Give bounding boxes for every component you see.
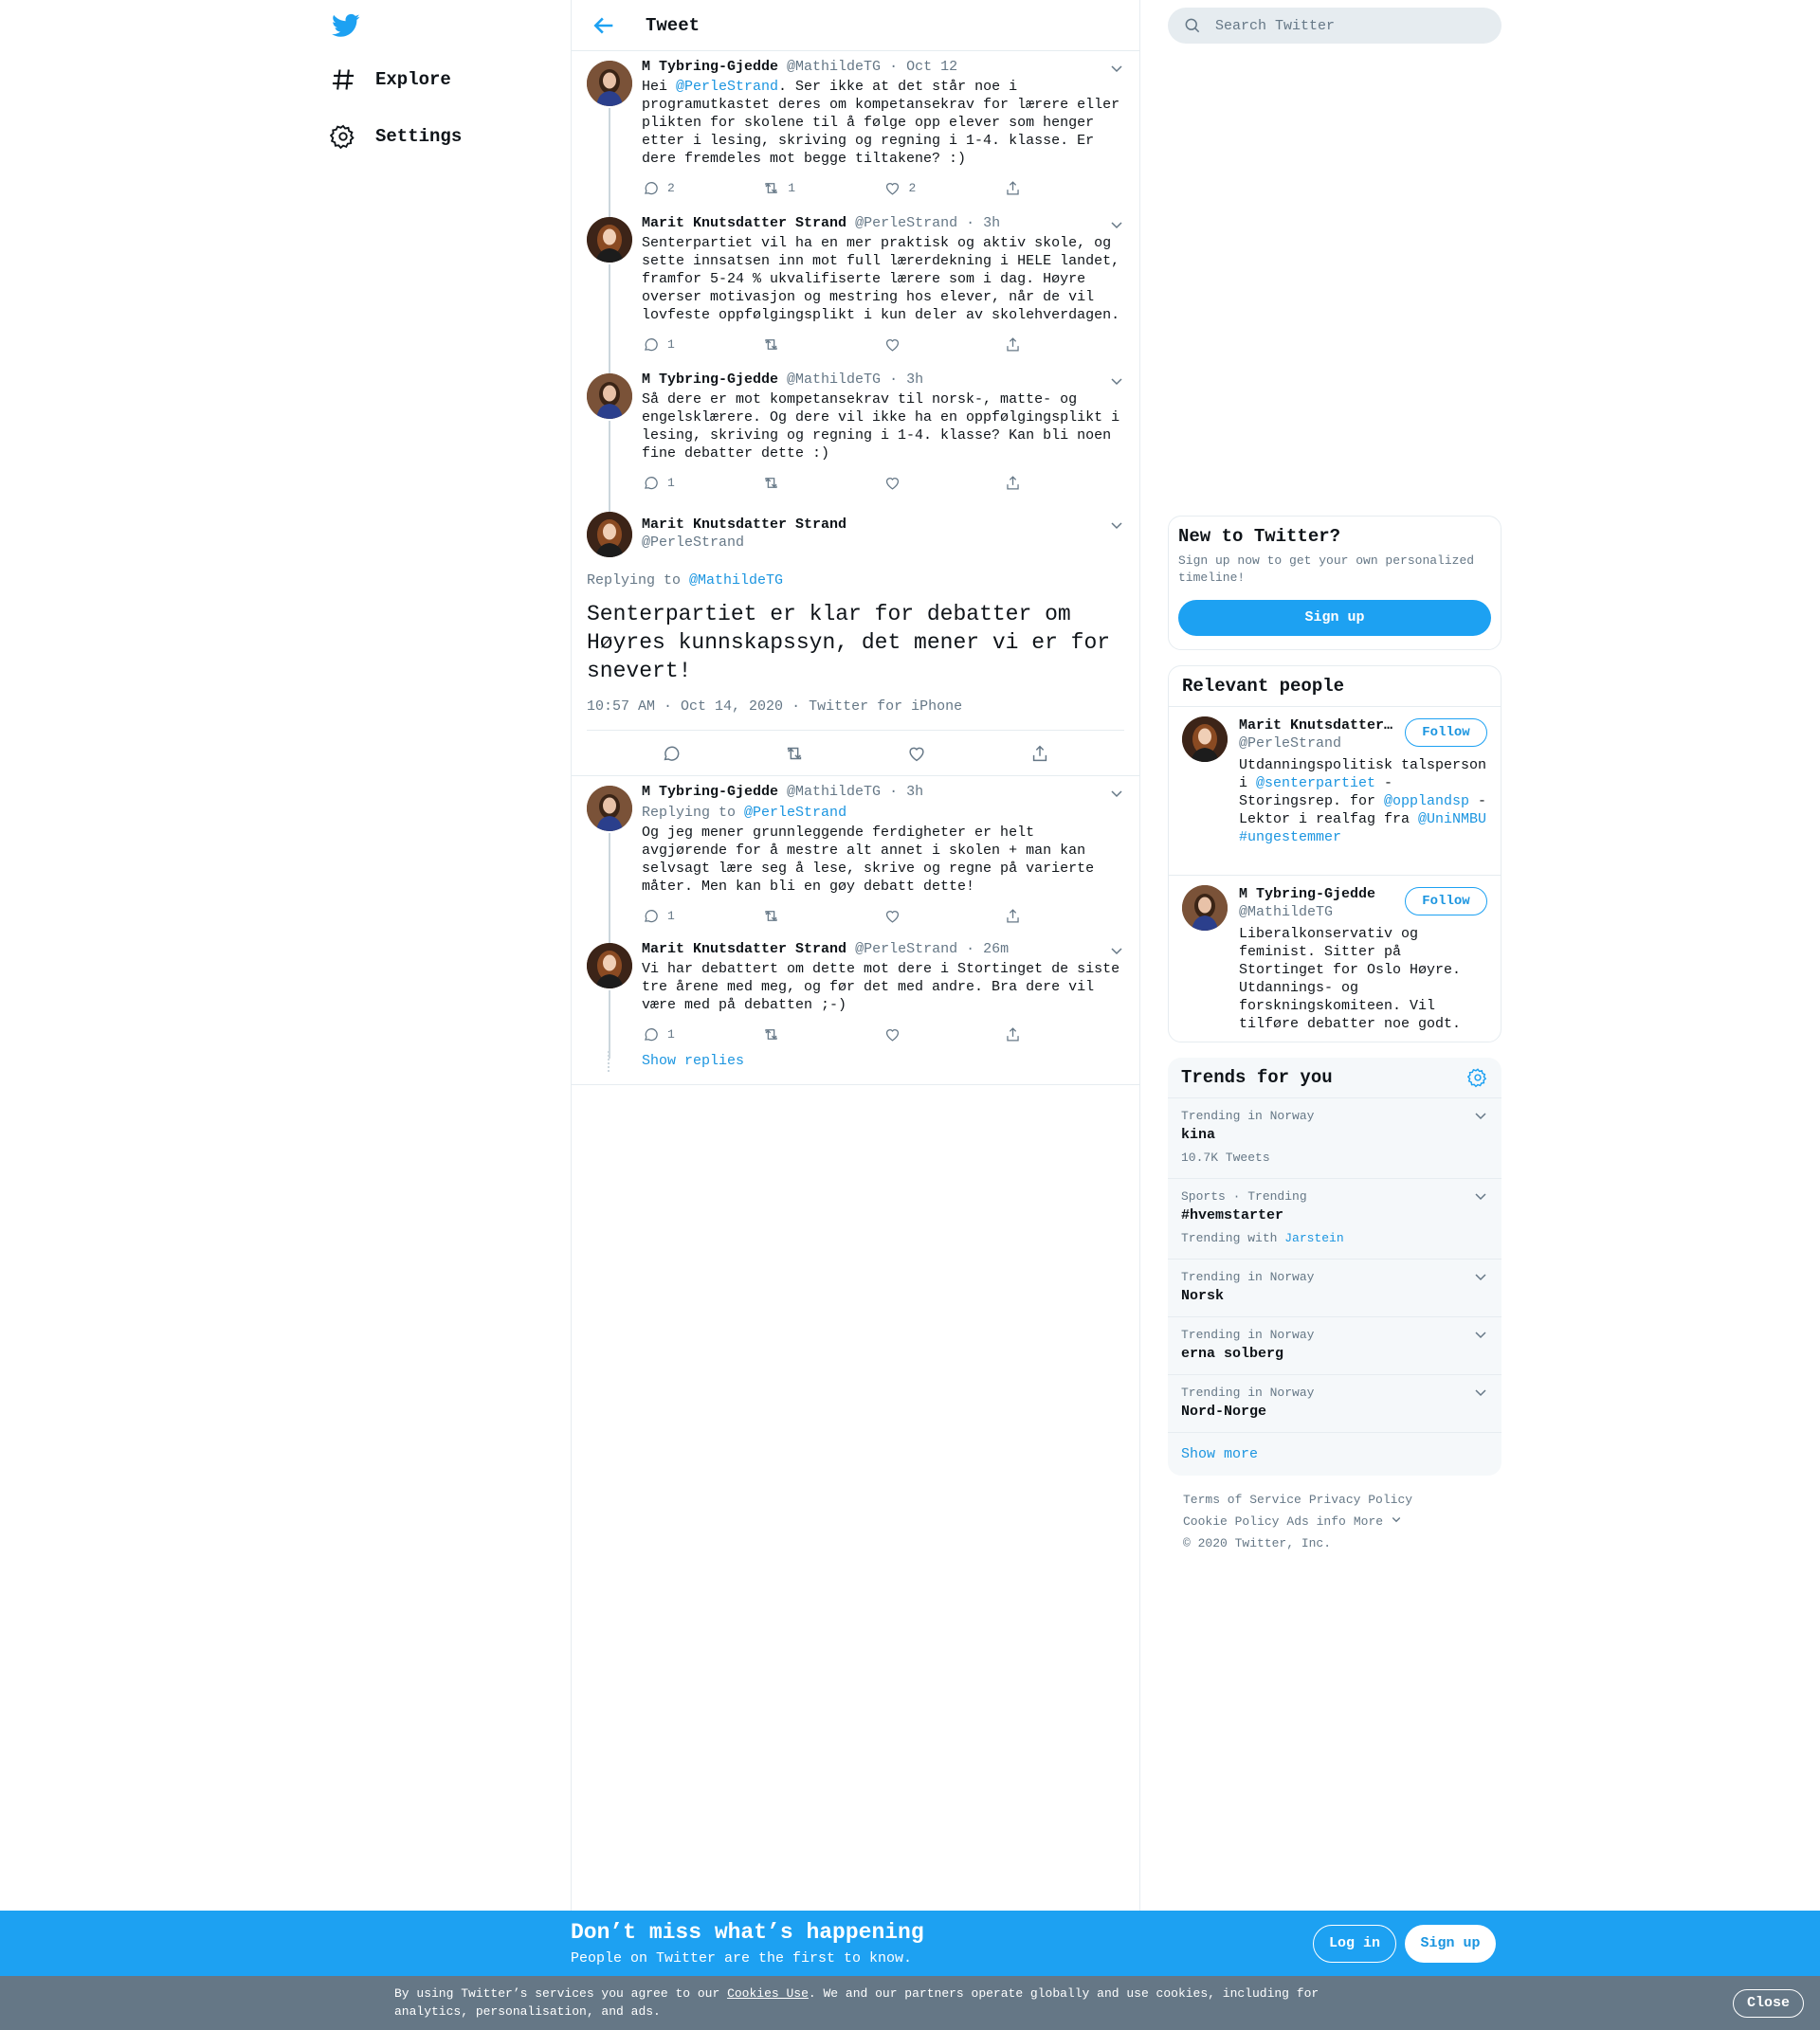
author-handle[interactable]: @PerleStrand <box>855 941 958 957</box>
share-icon <box>1004 907 1022 925</box>
retweet-button[interactable] <box>762 472 883 493</box>
tweet-time[interactable]: Oct 12 <box>906 59 958 75</box>
chevron-down-icon[interactable] <box>1473 1269 1488 1284</box>
trend-context: Trending in Norway <box>1181 1328 1315 1342</box>
tweet-time[interactable]: 3h <box>983 215 1001 231</box>
tweet-actions <box>642 472 1124 493</box>
trend-name: Nord-Norge <box>1181 1404 1267 1420</box>
share-button[interactable] <box>1004 905 1124 926</box>
bio-link[interactable]: @senterpartiet <box>1256 775 1376 791</box>
heart-icon <box>883 907 901 925</box>
author-handle[interactable]: @PerleStrand <box>642 535 745 551</box>
dot-separator: · <box>792 698 801 715</box>
retweet-icon <box>762 1025 780 1043</box>
prompt-title: Don’t miss what’s happening <box>571 1920 924 1945</box>
bio-text: - Storingsrep. for <box>1239 775 1393 809</box>
replying-to-link[interactable]: @MathildeTG <box>689 572 784 589</box>
bio-link[interactable]: @opplandsp <box>1384 793 1470 809</box>
right-sidebar <box>1168 0 1502 1568</box>
like-button[interactable] <box>883 177 1004 198</box>
trend-item[interactable] <box>1168 1179 1502 1260</box>
page-title: Tweet <box>646 14 701 36</box>
author-handle[interactable]: @MathildeTG <box>787 372 882 388</box>
footer-privacy-link[interactable]: Privacy Policy <box>1308 1493 1413 1507</box>
like-button[interactable] <box>883 472 1004 493</box>
heart-icon <box>883 1025 901 1043</box>
reply-count: 1 <box>667 1026 675 1042</box>
trend-item[interactable] <box>1168 1317 1502 1375</box>
cookie-text-part: By using Twitter’s services you agree to our <box>394 1986 728 2001</box>
tweet-actions <box>642 177 1124 198</box>
thread-line <box>609 833 610 943</box>
share-button[interactable] <box>1004 177 1124 198</box>
share-icon[interactable] <box>1029 743 1050 764</box>
dot-separator: · <box>889 59 899 75</box>
page-header <box>572 0 1139 51</box>
login-button[interactable]: Log in <box>1313 1925 1396 1963</box>
retweet-button[interactable] <box>762 905 883 926</box>
chevron-down-icon[interactable] <box>1109 61 1124 76</box>
author-name[interactable]: M Tybring-Gjedde <box>642 59 779 75</box>
tweet-time[interactable]: 26m <box>983 941 1010 957</box>
share-icon <box>1004 1025 1022 1043</box>
person-bio: Liberalkonservativ og feminist. Sitter på Stortinget for Oslo Høyre. Utdannings- og forskningskomiteen. Vil tilføre debatter noe godt. <box>1239 926 1462 1032</box>
signup-button[interactable]: Sign up <box>1405 1925 1496 1963</box>
author-handle[interactable]: @MathildeTG <box>787 59 882 75</box>
share-button[interactable] <box>1004 472 1124 493</box>
trend-with-label: Trending with <box>1181 1231 1285 1245</box>
replying-label: Replying to <box>587 572 682 589</box>
replying-to-link[interactable]: @PerleStrand <box>744 805 847 821</box>
tweet-actions <box>642 1024 1124 1044</box>
person-name[interactable]: M Tybring-Gjedde <box>1239 886 1376 902</box>
chevron-down-icon[interactable] <box>1109 943 1124 958</box>
cookie-text-part: . We and our partners operate globally and use cookies, including for analytics, personalisation, and ads. <box>394 1986 1320 2019</box>
dot-separator: · <box>889 784 899 800</box>
mention-link[interactable]: @PerleStrand <box>676 79 779 95</box>
relevant-people-card <box>1168 665 1502 1042</box>
focused-tweet <box>572 502 1139 776</box>
person-bio <box>1239 756 1487 846</box>
chevron-down-icon <box>1391 1513 1402 1525</box>
avatar[interactable] <box>587 217 632 263</box>
author-handle[interactable]: @PerleStrand <box>855 215 958 231</box>
focused-tweet-actions <box>572 731 1139 776</box>
show-replies-label: Show replies <box>642 1053 745 1069</box>
bio-text: Utdanningspolitisk talsperson i <box>1239 757 1487 791</box>
tweet-actions <box>642 905 1124 926</box>
nav-explore-label: Explore <box>375 69 451 90</box>
thread-tweet[interactable] <box>572 208 1139 364</box>
retweet-icon <box>762 335 780 353</box>
reply-button[interactable] <box>642 177 762 198</box>
show-replies-link[interactable] <box>572 1049 1139 1085</box>
chevron-down-icon[interactable] <box>1473 1385 1488 1400</box>
trend-item[interactable] <box>1168 1098 1502 1179</box>
author-name[interactable]: M Tybring-Gjedde <box>642 784 779 800</box>
thread-dots <box>608 1051 611 1072</box>
tweet-text: Så dere er mot kompetansekrav til norsk-, matte- og engelsklærere. Og dere vil ikke ha en oppfølgingsplikt i lesing, skriving og regning i 1-4. klasse? Kan bli noen fine debatter dette :) <box>642 391 1129 462</box>
like-button[interactable] <box>883 1024 1004 1044</box>
share-button[interactable] <box>1004 334 1124 354</box>
tweet-text-part: . Ser ikke at det står noe i programutkastet deres om kompetansekrav for lærere eller plikten for skolene til å følge opp elever som henger etter i lesing, skriving og regning i 1-4. klasse. Er dere fremdeles mot begge tiltakene? :) <box>642 79 1129 167</box>
share-icon <box>1004 474 1022 492</box>
footer-terms-link[interactable]: Terms of Service <box>1183 1493 1301 1507</box>
twitter-bird-icon[interactable] <box>330 11 362 40</box>
cookie-banner <box>0 1976 1820 2030</box>
signup-button[interactable]: Sign up <box>1178 600 1491 636</box>
tweet-text: Og jeg mener grunnleggende ferdigheter er helt avgjørende for å mestre alt annet i skolen + man kan selvsagt lære seg å lese, skrive og regne på varierte måter. Men kan bli en gøy debatt dette! <box>642 825 1103 895</box>
heart-icon[interactable] <box>906 743 927 764</box>
follow-button[interactable]: Follow <box>1405 718 1487 747</box>
gear-icon <box>330 123 356 150</box>
main-column <box>571 0 1140 1911</box>
retweet-icon <box>762 907 780 925</box>
trend-with <box>1181 1230 1488 1247</box>
cookies-use-link[interactable]: Cookies Use <box>727 1986 809 2001</box>
reply-count: 1 <box>667 475 675 490</box>
prompt-subtitle: People on Twitter are the first to know. <box>571 1950 913 1967</box>
bio-text: - Lektor i realfag fra <box>1239 793 1487 827</box>
heart-icon <box>883 474 901 492</box>
person-item[interactable] <box>1169 876 1501 1042</box>
show-more-trends[interactable]: Show more <box>1181 1446 1259 1462</box>
focused-tweet-header <box>587 510 1124 563</box>
tweet-time[interactable]: 3h <box>906 784 924 800</box>
share-button[interactable] <box>1004 1024 1124 1044</box>
author-name[interactable]: Marit Knutsdatter Strand <box>642 517 847 533</box>
close-button[interactable]: Close <box>1733 1989 1804 2018</box>
avatar[interactable] <box>587 373 632 419</box>
like-button[interactable] <box>883 334 1004 354</box>
back-arrow-icon[interactable] <box>591 12 617 39</box>
trend-name: erna solberg <box>1181 1346 1284 1362</box>
reply-tweet[interactable] <box>572 776 1139 933</box>
reply-icon <box>642 179 660 197</box>
reply-icon <box>642 907 660 925</box>
person-item[interactable] <box>1169 707 1501 876</box>
replying-to <box>587 572 1124 589</box>
reply-icon <box>642 335 660 353</box>
tweet-source[interactable]: Twitter for iPhone <box>809 698 963 715</box>
footer-more-label: More <box>1353 1514 1384 1529</box>
trend-context: Sports · Trending <box>1181 1189 1307 1204</box>
thread-line <box>609 421 610 512</box>
trend-context: Trending in Norway <box>1181 1109 1315 1123</box>
trend-item[interactable] <box>1168 1375 1502 1433</box>
share-icon <box>1004 335 1022 353</box>
trend-name: Norsk <box>1181 1288 1225 1304</box>
trend-context: Trending in Norway <box>1181 1270 1315 1284</box>
nav-settings[interactable] <box>330 116 462 157</box>
thread-line <box>609 264 610 373</box>
retweet-button[interactable] <box>762 177 883 198</box>
search-icon <box>1183 16 1202 35</box>
reply-icon <box>642 474 660 492</box>
heart-icon <box>883 335 901 353</box>
card-subtitle: Sign up now to get your own personalized timeline! <box>1178 553 1475 585</box>
chevron-down-icon[interactable] <box>1109 217 1124 232</box>
author-handle[interactable]: @MathildeTG <box>787 784 882 800</box>
heart-icon <box>883 179 901 197</box>
dot-separator: · <box>966 941 975 957</box>
reply-button[interactable] <box>642 1024 762 1044</box>
avatar[interactable] <box>587 61 632 106</box>
tweet-header <box>642 372 1124 389</box>
new-to-twitter-card <box>1168 516 1502 650</box>
reply-icon[interactable] <box>661 743 682 764</box>
footer-more-link[interactable] <box>1354 1514 1402 1529</box>
avatar[interactable] <box>1182 885 1228 931</box>
card-title: New to Twitter? <box>1178 526 1341 547</box>
gear-icon[interactable] <box>1467 1067 1488 1088</box>
trend-name: kina <box>1181 1127 1216 1143</box>
person-handle[interactable]: @MathildeTG <box>1239 904 1334 920</box>
search-placeholder: Search Twitter <box>1215 17 1336 34</box>
tweet-header <box>642 941 1124 958</box>
author-name[interactable]: Marit Knutsdatter Strand <box>642 215 847 231</box>
avatar[interactable] <box>1182 716 1228 762</box>
retweet-icon <box>762 474 780 492</box>
retweet-icon[interactable] <box>784 743 805 764</box>
trend-count: 10.7K Tweets <box>1181 1151 1270 1165</box>
avatar[interactable] <box>587 786 632 831</box>
chevron-down-icon[interactable] <box>1473 1188 1488 1204</box>
search-input[interactable] <box>1168 8 1502 44</box>
tweet-header <box>642 215 1124 232</box>
tweet-time[interactable]: 3h <box>906 372 924 388</box>
retweet-button[interactable] <box>762 334 883 354</box>
nav-explore[interactable] <box>330 59 451 100</box>
dot-separator: · <box>889 372 899 388</box>
left-navigation <box>322 0 571 1911</box>
chevron-down-icon[interactable] <box>1473 1108 1488 1123</box>
replying-to <box>642 804 1124 822</box>
trend-with-link[interactable]: Jarstein <box>1284 1231 1344 1245</box>
reply-button[interactable] <box>642 905 762 926</box>
reply-button[interactable] <box>642 334 762 354</box>
avatar[interactable] <box>587 943 632 988</box>
thread-tweet[interactable] <box>572 364 1139 502</box>
bio-link[interactable]: @UniNMBU <box>1418 811 1487 827</box>
reply-count: 1 <box>667 336 675 352</box>
share-icon <box>1004 179 1022 197</box>
author-name[interactable]: Marit Knutsdatter Strand <box>642 941 847 957</box>
footer-links <box>1168 1476 1502 1568</box>
follow-button[interactable]: Follow <box>1405 887 1487 915</box>
replying-label: Replying to <box>642 805 737 821</box>
author-name[interactable]: M Tybring-Gjedde <box>642 372 779 388</box>
tweet-meta <box>587 698 1124 731</box>
tweet-text-part: Hei <box>642 79 677 95</box>
card-title: Relevant people <box>1169 666 1501 707</box>
trends-card <box>1168 1058 1502 1476</box>
tweet-header <box>642 784 1124 801</box>
reply-button[interactable] <box>642 472 762 493</box>
chevron-down-icon[interactable] <box>1109 373 1124 389</box>
tweet-actions <box>642 334 1124 354</box>
login-prompt-bar <box>0 1911 1820 1976</box>
tweet-header <box>642 59 1124 76</box>
like-count: 2 <box>908 180 917 195</box>
reply-tweet[interactable] <box>572 933 1139 1049</box>
tweet-text <box>642 78 1129 168</box>
chevron-down-icon[interactable] <box>1109 517 1124 533</box>
hashtag-icon <box>330 66 356 93</box>
tweet-text: Senterpartiet vil ha en mer praktisk og aktiv skole, og sette innsatsen inn mot full lærerdekning i HELE landet, framfor 5-24 % ukvalifiserte lærere som i dag. Høyre overser motivasjon og mestring hos elever, når de vil lovfeste oppfølgingsplikt i kun deler av skolehverdagen. <box>642 235 1129 323</box>
like-button[interactable] <box>883 905 1004 926</box>
reply-count: 2 <box>667 180 675 195</box>
thread-line <box>609 108 610 217</box>
chevron-down-icon[interactable] <box>1473 1327 1488 1342</box>
nav-settings-label: Settings <box>375 126 463 147</box>
footer-copyright: © 2020 Twitter, Inc. <box>1183 1536 1332 1550</box>
tweet-timestamp[interactable]: 10:57 AM · Oct 14, 2020 <box>587 698 784 715</box>
trend-context: Trending in Norway <box>1181 1386 1315 1400</box>
trends-header <box>1168 1058 1502 1098</box>
card-title: Trends for you <box>1181 1067 1333 1088</box>
cookie-text <box>394 1985 1342 2021</box>
reply-icon <box>642 1025 660 1043</box>
chevron-down-icon[interactable] <box>1109 786 1124 801</box>
focused-tweet-text: Senterpartiet er klar for debatter om Høyres kunnskapssyn, det mener vi er for snevert! <box>587 602 1111 683</box>
person-handle[interactable]: @PerleStrand <box>1239 735 1342 752</box>
trend-item[interactable] <box>1168 1260 1502 1317</box>
bio-hashtag-link[interactable]: #ungestemmer <box>1239 829 1342 845</box>
thread-tweet[interactable] <box>572 51 1139 208</box>
dot-separator: · <box>966 215 975 231</box>
retweet-button[interactable] <box>762 1024 883 1044</box>
avatar[interactable] <box>587 512 632 557</box>
person-name[interactable]: Marit Knutsdatter… <box>1239 717 1393 734</box>
trend-name: #hvemstarter <box>1181 1207 1284 1223</box>
retweet-count: 1 <box>788 180 796 195</box>
tweet-text: Vi har debattert om dette mot dere i Stortinget de siste tre årene med meg, og før det med andre. Bra dere vil være med på debatten ;-) <box>642 961 1129 1013</box>
footer-cookie-link[interactable]: Cookie Policy <box>1183 1514 1280 1529</box>
retweet-icon <box>762 179 780 197</box>
footer-ads-link[interactable]: Ads info <box>1286 1514 1346 1529</box>
reply-count: 1 <box>667 908 675 923</box>
